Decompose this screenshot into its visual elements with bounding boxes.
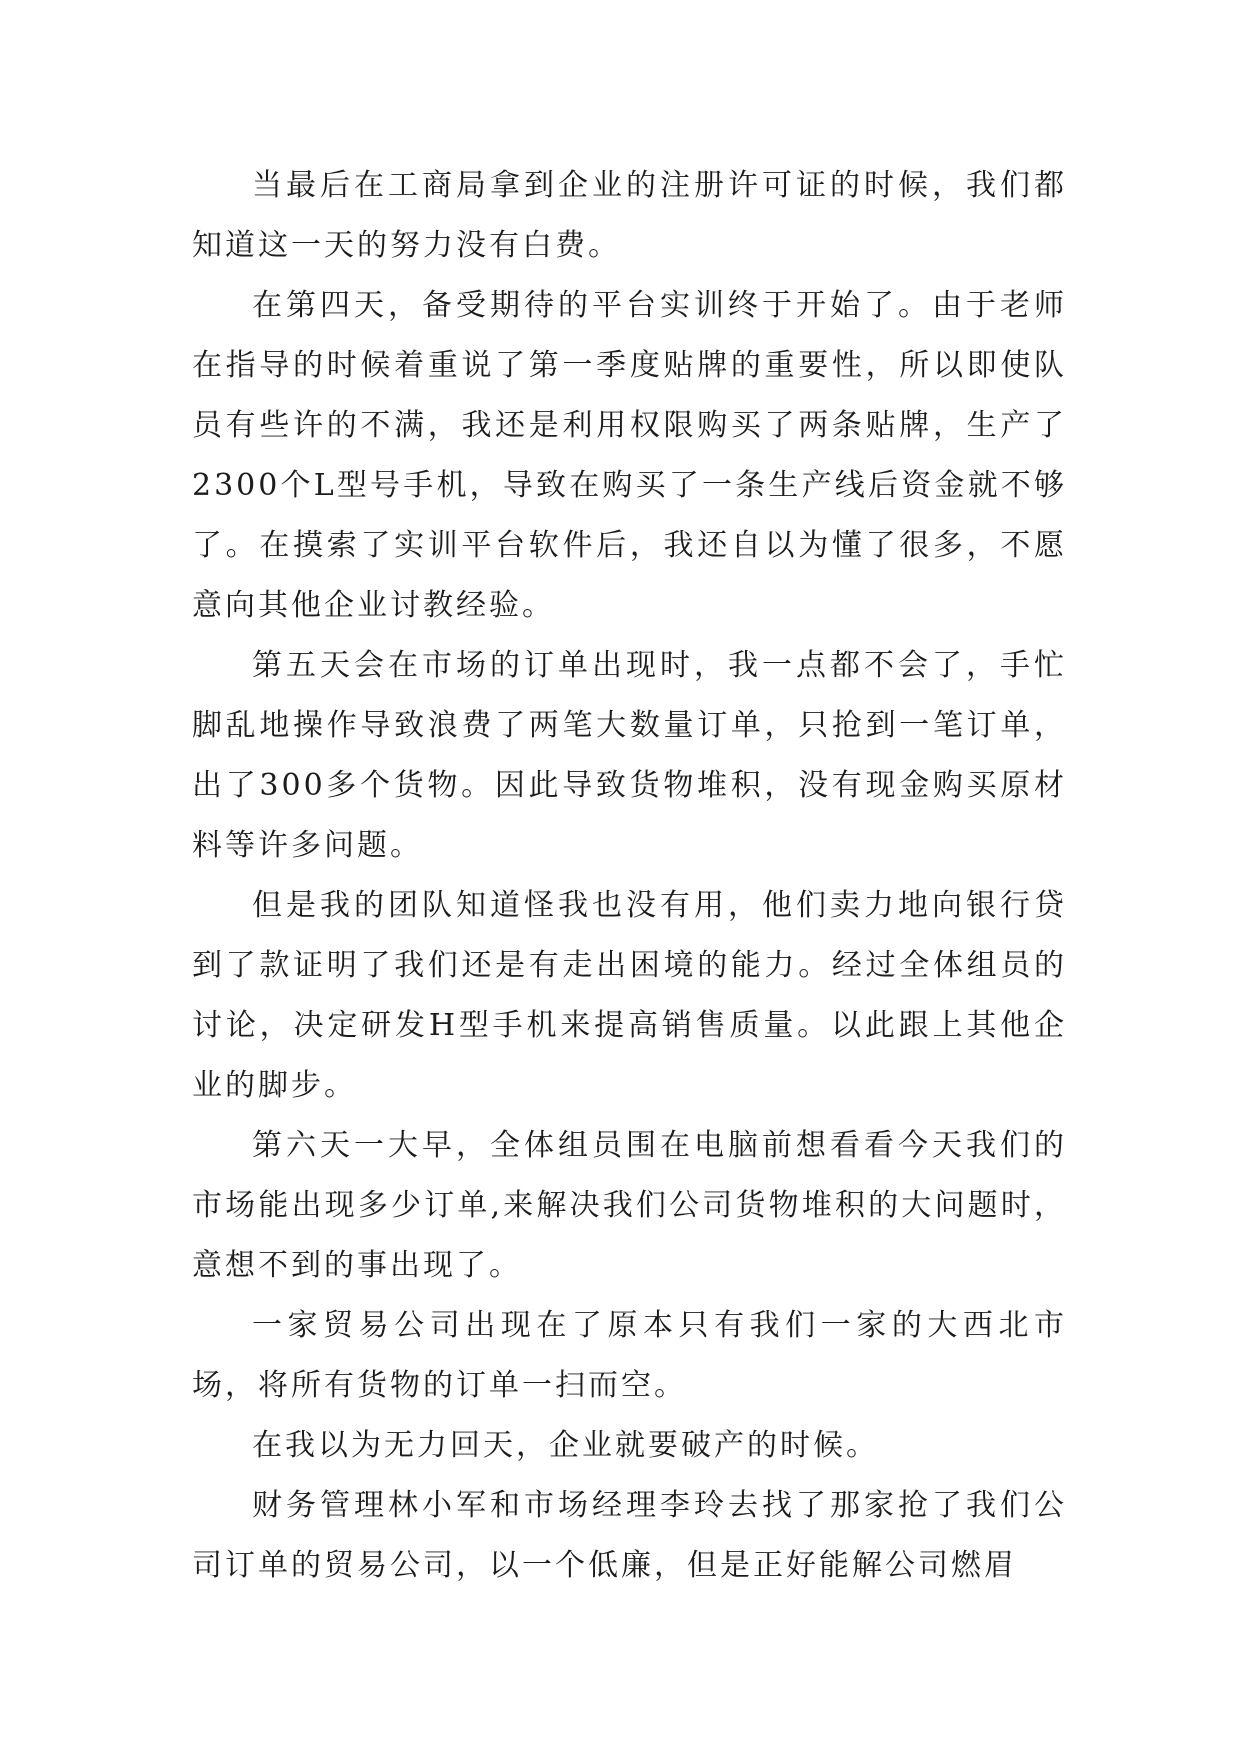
- paragraph: 一家贸易公司出现在了原本只有我们一家的大西北市场，将所有货物的订单一扫而空。: [192, 1308, 1067, 1403]
- paragraph: 第五天会在市场的订单出现时，我一点都不会了，手忙脚乱地操作导致浪费了两笔大数量订单，只抢到一笔订单，出了300多个货物。因此导致货物堆积，没有现金购买原材料等许多问题。: [192, 648, 1067, 863]
- paragraph: 当最后在工商局拿到企业的注册许可证的时候，我们都知道这一天的努力没有白费。: [192, 168, 1067, 263]
- paragraph: 在我以为无力回天，企业就要破产的时候。: [252, 1428, 879, 1463]
- document-body: [192, 156, 1067, 1596]
- paragraph: 第六天一大早，全体组员围在电脑前想看看今天我们的市场能出现多少订单,来解决我们公司货物堆积的大问题时，意想不到的事出现了。: [192, 1128, 1067, 1283]
- paragraph: 但是我的团队知道怪我也没有用，他们卖力地向银行贷到了款证明了我们还是有走出困境的能力。经过全体组员的讨论，决定研发H型手机来提高销售质量。以此跟上其他企业的脚步。: [192, 888, 1067, 1103]
- paragraph: 财务管理林小军和市场经理李玲去找了那家抢了我们公司订单的贸易公司，以一个低廉，但是正好能解公司燃眉: [192, 1488, 1067, 1583]
- paragraph: 在第四天，备受期待的平台实训终于开始了。由于老师在指导的时候着重说了第一季度贴牌的重要性，所以即使队员有些许的不满，我还是利用权限购买了两条贴牌，生产了2300个L型号手机，导致在购买了一条生产线后资金就不够了。在摸索了实训平台软件后，我还自以为懂了很多，不愿意向其他企业讨教经验。: [192, 288, 1067, 623]
